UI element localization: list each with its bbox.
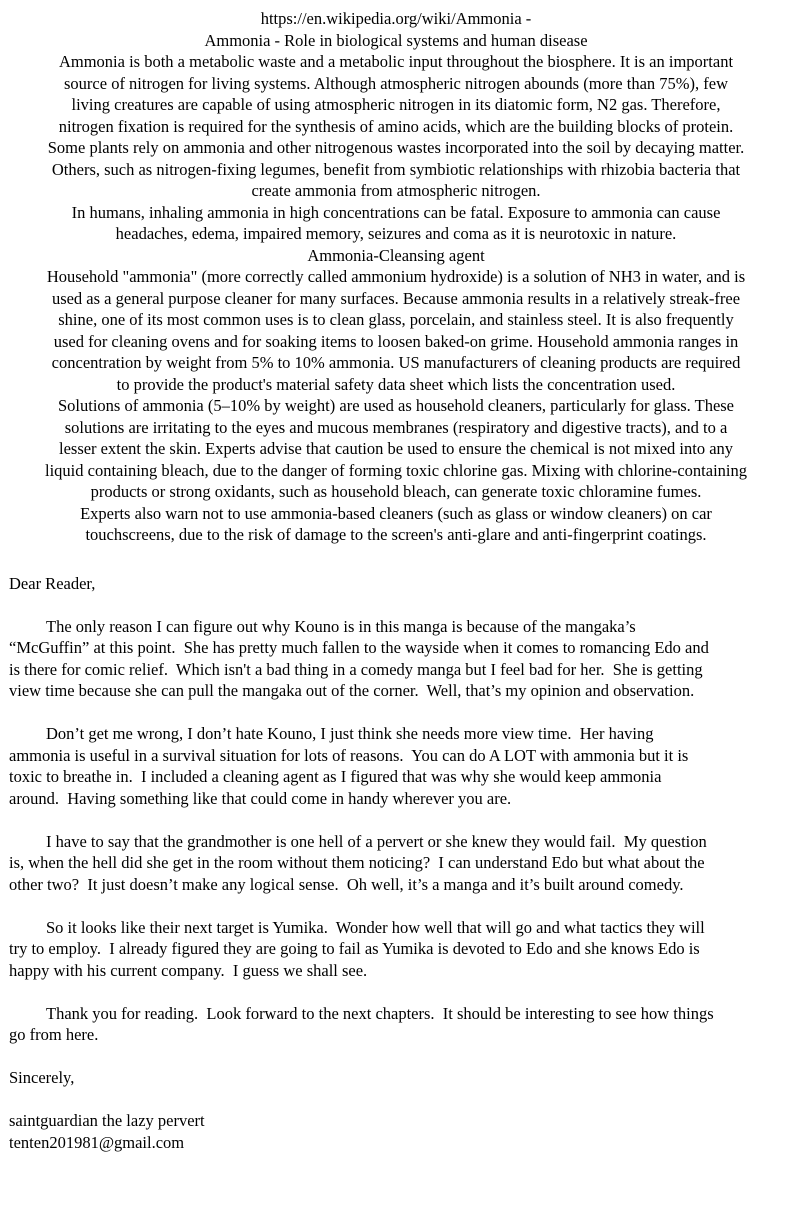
wiki-line: Solutions of ammonia (5–10% by weight) are used as household cleaners, particularly for glass. These: [57, 396, 735, 415]
wiki-line: Ammonia is both a metabolic waste and a metabolic input throughout the biosphere. It is an important: [58, 52, 734, 71]
wiki-line: living creatures are capable of using atmospheric nitrogen in its diatomic form, N2 gas. Therefore,: [71, 95, 721, 114]
wiki-line: Ammonia-Cleansing agent: [307, 245, 485, 265]
letter-section: [0, 573, 792, 1154]
wiki-line: nitrogen fixation is required for the synthesis of amino acids, which are the building blocks of protein.: [58, 116, 734, 136]
wiki-line: used for cleaning ovens and for soaking items to loosen baked-on grime. Household ammonia ranges in: [53, 331, 739, 351]
letter-paragraph: [9, 616, 780, 702]
letter-line: around. Having something like that could come in handy wherever you are.: [9, 788, 512, 808]
wiki-line: create ammonia from atmospheric nitrogen.: [251, 181, 541, 200]
wiki-line: solutions are irritating to the eyes and mucous membranes (respiratory and digestive tracts), and to a: [64, 417, 728, 437]
wiki-line: Experts also warn not to use ammonia-based cleaners (such as glass or window cleaners) on car: [80, 503, 712, 523]
salutation: Dear Reader,: [9, 573, 96, 593]
letter-line: Thank you for reading. Look forward to the next chapters. It should be interesting to see how things: [46, 1003, 714, 1023]
letter-line: is there for comic relief. Which isn't a bad thing in a comedy manga but I feel bad for her. She is getting: [9, 659, 703, 679]
wiki-line: In humans, inhaling ammonia in high concentrations can be fatal. Exposure to ammonia can cause: [71, 202, 721, 222]
wiki-line: Others, such as nitrogen-fixing legumes, benefit from symbiotic relationships with rhizobia bacteria that: [51, 159, 741, 179]
wiki-body: [4, 51, 788, 546]
letter-line: other two? It just doesn’t make any logical sense. Oh well, it’s a manga and it’s built around comedy.: [9, 874, 684, 894]
wiki-line: concentration by weight from 5% to 10% ammonia. US manufacturers of cleaning products are required: [51, 353, 741, 372]
wiki-line: lesser extent the skin. Experts advise that caution be used to ensure the chemical is not mixed into any: [58, 439, 734, 458]
letter-line: go from here.: [9, 1025, 99, 1044]
signature-name: saintguardian the lazy pervert: [9, 1111, 205, 1130]
letter-paragraph: [9, 1003, 780, 1046]
wiki-line: headaches, edema, impaired memory, seizures and coma as it is neurotoxic in nature.: [115, 224, 677, 243]
wiki-line: touchscreens, due to the risk of damage to the screen's anti-glare and anti-fingerprint coatings.: [85, 525, 707, 544]
wiki-line: Household "ammonia" (more correctly called ammonium hydroxide) is a solution of NH3 in water, and is: [46, 267, 746, 286]
wiki-line: to provide the product's material safety data sheet which lists the concentration used.: [116, 374, 676, 394]
letter-paragraph: [9, 917, 780, 982]
wiki-line: source of nitrogen for living systems. Although atmospheric nitrogen abounds (more than 75%), few: [64, 73, 728, 93]
letter-line: “McGuffin” at this point. She has pretty much fallen to the wayside when it comes to romancing Edo and: [9, 638, 709, 657]
wiki-line: liquid containing bleach, due to the danger of forming toxic chlorine gas. Mixing with chlorine-containing: [45, 460, 747, 480]
letter-line: I have to say that the grandmother is one hell of a pervert or she knew they would fail. My question: [46, 831, 707, 851]
letter-line: The only reason I can figure out why Kouno is in this manga is because of the mangaka’s: [46, 616, 636, 636]
source-url: https://en.wikipedia.org/wiki/Ammonia -: [260, 9, 532, 28]
letter-line: ammonia is useful in a survival situation for lots of reasons. You can do A LOT with ammonia but it is: [9, 745, 689, 765]
signature-block: [9, 1110, 780, 1153]
letter-line: toxic to breathe in. I included a cleaning agent as I figured that was why she would keep ammonia: [9, 767, 662, 786]
wiki-line: used as a general purpose cleaner for many surfaces. Because ammonia results in a relatively streak-free: [51, 288, 741, 308]
wiki-line: products or strong oxidants, such as household bleach, can generate toxic chloramine fumes.: [90, 482, 702, 501]
wiki-title: Ammonia - Role in biological systems and human disease: [204, 30, 588, 50]
letter-line: view time because she can pull the mangaka out of the corner. Well, that’s my opinion and observation.: [9, 681, 695, 700]
letter-paragraph: [9, 723, 780, 809]
letter-line: Don’t get me wrong, I don’t hate Kouno, I just think she needs more view time. Her having: [46, 724, 654, 743]
letter-line: happy with his current company. I guess we shall see.: [9, 960, 368, 980]
signature-email: tenten201981@gmail.com: [9, 1132, 185, 1152]
letter-paragraph: [9, 831, 780, 896]
closing: Sincerely,: [9, 1068, 75, 1087]
wiki-line: shine, one of its most common uses is to clean glass, porcelain, and stainless steel. It is also frequently: [58, 310, 734, 329]
letter-line: So it looks like their next target is Yumika. Wonder how well that will go and what tactics they will: [46, 917, 705, 937]
letter-line: is, when the hell did she get in the room without them noticing? I can understand Edo but what about the: [9, 853, 705, 872]
wiki-excerpt-section: [0, 0, 792, 546]
letter-line: try to employ. I already figured they are going to fail as Yumika is devoted to Edo and she knows Edo is: [9, 939, 700, 958]
wiki-line: Some plants rely on ammonia and other nitrogenous wastes incorporated into the soil by decaying matter.: [47, 138, 745, 157]
